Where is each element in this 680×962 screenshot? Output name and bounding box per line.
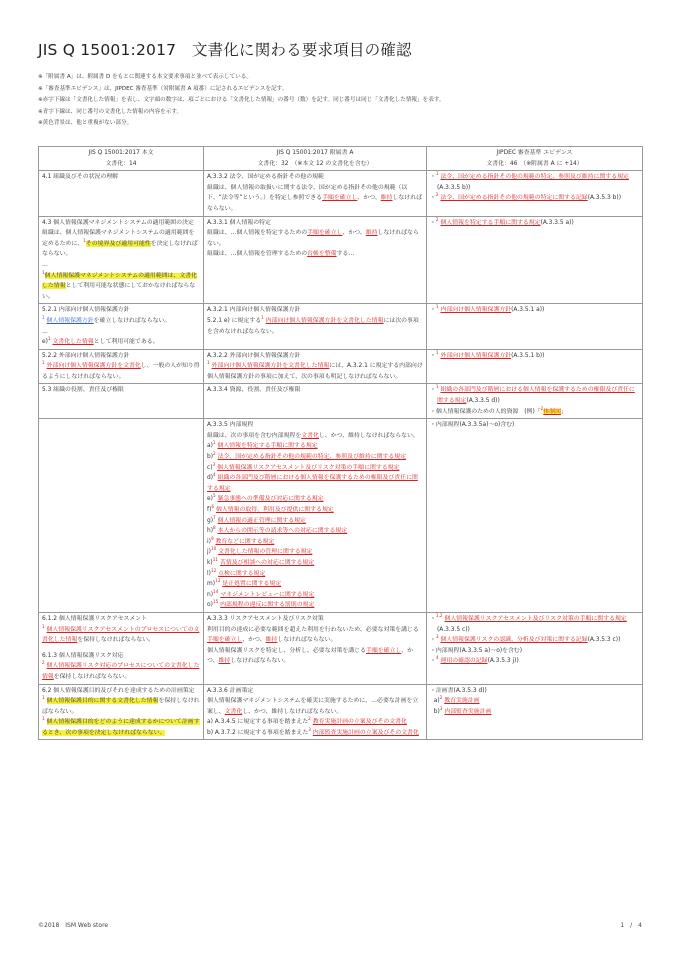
clause-title: A.3.3.6 計画策定 [207, 687, 254, 694]
documented-info: 点検に関する規定 [218, 570, 266, 577]
item-number: 8 [213, 525, 216, 531]
text: e) [42, 339, 48, 346]
item-key: l) [207, 570, 211, 577]
text: を保持しなければならない。 [53, 673, 131, 680]
text-line [207, 646, 423, 667]
cell-jipdec [427, 419, 643, 613]
documented-info: 内部向け個人情報保護方針を文書化した情報 [265, 317, 384, 324]
clause-title: A.3.2.2 外部向け個人情報保護方針 [207, 352, 301, 359]
highlighted-text: 個人情報保護マネジメントシステムの適用範囲は、文書化した情報 [42, 272, 198, 290]
item-number: 12 [210, 567, 217, 573]
documented-info: 文書化 [301, 432, 319, 439]
cell-jipdec [427, 171, 643, 216]
item-number: 1 [212, 440, 216, 446]
clause-title: 5.2.1 内部向け個人情報保護方針 [42, 307, 130, 314]
documented-info: 個人情報保護リスクの認識、分析及び対策に関する記録 [440, 637, 588, 644]
text: 個人情報保護のための人的資源 (例)「 [435, 408, 541, 415]
item-key: n) [207, 591, 214, 598]
documented-info: 維持 [365, 230, 378, 237]
text: 組織は、個人情報保護マネジメントシステムの適用範囲を定めるために、 [42, 230, 195, 247]
cell-jis-body: 4.3 個人情報保護マネジメントシステムの適用範囲の決定 組織は、個人情報保護マネジメントシステムの適用範囲を定めるために、$^1$その境界及び適用可能性を決定しなければならない。 … $^1$個人情報保護マネジメントシステムの適用範囲は、文書化した情報として利用可能な状態にしておかなければならない。 [39, 216, 204, 304]
list-item: ・個人情報保護のための人的資源 (例)「$^2$体制図」 [430, 405, 567, 415]
list-item: ・$^2$ 法令、国が定める指針その他の規範の特定に関する記録(A.3.5.3 b)) [430, 192, 621, 202]
cell-annex-a [204, 171, 427, 216]
text: 組織は、…個人情報を管理するための [207, 251, 308, 258]
text: 内部規程(A.3.3.5a)〜o)含む) [435, 422, 515, 429]
cell-annex-a: A.3.2.2 外部向け個人情報保護方針 $^1$ 外部向け個人情報保護方針を文書化した情報には、A.3.2.1 に規定する内部向け個人情報保護方針の事項に加えて、次の事項も明記しなければならない。 [204, 349, 427, 384]
text-line [207, 696, 423, 717]
text: しなければならない。 [230, 658, 290, 665]
cell-annex-a [204, 684, 427, 740]
text: 」 [560, 408, 567, 415]
item-key: a) [207, 443, 213, 450]
cell-jis-body [39, 384, 204, 419]
header-annex-a [204, 147, 427, 171]
text-line: $^1$ 個人情報保護リスクアセスメントのプロセスについての文書化した情報を保持しなければならない。 [42, 623, 200, 644]
list-item: ・計画書(A.3.5.3 d)) [430, 687, 487, 694]
text-line: $^1$ 個人情報保護目的をどのように達成するかについて計画するとき、次の事項を決定しなければならない。 [42, 716, 200, 736]
clause-title: A.3.3.3 リスクアセスメント及びリスク対策 [207, 615, 324, 622]
cell-jipdec [427, 216, 643, 304]
internal-rule-item [207, 590, 423, 601]
sub-item: a)$^2$ 教育実施計画 [433, 695, 480, 705]
text: かつ、 [363, 195, 381, 202]
cell-jis-body [39, 684, 204, 740]
table-row [39, 171, 643, 216]
internal-rule-item [207, 463, 423, 474]
documented-info: 維持 [265, 637, 278, 644]
reference: (A.3.3.5 b)) [437, 184, 471, 191]
internal-rule-item [207, 547, 423, 558]
cell-annex-a [204, 216, 427, 304]
requirements-table [38, 146, 643, 740]
text: 計画書(A.3.5.3 d)) [435, 687, 487, 694]
sub-item: b)$^3$ 内部監査実施計画 [433, 705, 492, 715]
highlighted-text: 個人情報保護目的をどのように達成するかについて計画するとき、次の事項を決定しなければならない。 [42, 719, 200, 736]
documented-info: 個人情報の適正管理に関する規定 [217, 517, 306, 524]
text-line: $^2$ 個人情報保護リスク対応のプロセスについての文書化した情報を保持しなければならない。 [42, 660, 200, 680]
text: a) [433, 698, 440, 705]
documented-info: 外部向け個人情報保護方針 [440, 352, 512, 359]
clause-title: A.3.3.5 内部規程 [207, 422, 254, 429]
documented-info: 個人情報保護リスクアセスメント及びリスク対策の手順に関する規定 [217, 464, 400, 471]
text: を確立しなければならない。 [93, 317, 171, 324]
internal-rule-item [207, 441, 423, 452]
text: 組織は、…個人情報を特定するための [207, 230, 308, 237]
cell-jipdec [427, 612, 643, 684]
text: を決定しなければならない。 [42, 240, 198, 258]
documented-info: 手順を確立し [307, 230, 343, 237]
text: 内部規程(A.3.3.5 a)〜o)を含む) [435, 647, 523, 654]
cell-annex-a [204, 384, 427, 419]
documented-info: 手順を確立し [365, 647, 402, 654]
reference: (A.3.3.5 c)) [437, 626, 470, 633]
documented-info: 組織の各部門及び階層における個人情報を保護するための権限及び責任に関する規定 [437, 387, 635, 405]
item-key: h) [207, 528, 214, 535]
page-title: JIS Q 15001:2017 文書化に関わる要求項目の確認 [38, 41, 412, 59]
item-key: g) [207, 517, 214, 524]
clause-title: 4.1 組織及びその状況の理解 [42, 174, 119, 181]
documented-info: 内部向け個人情報保護方針 [440, 307, 512, 314]
documented-info: 運用の確認の記録 [440, 658, 488, 665]
documented-info: 文書化した情報 [52, 339, 94, 346]
item-key: j) [207, 549, 211, 556]
cell-annex-a [204, 612, 427, 684]
documented-info: 個人情報の取得、利用及び提供に関する規定 [215, 507, 334, 513]
text: には次の事項を含めなければならない。 [207, 317, 419, 335]
item-number: 10 [210, 546, 217, 552]
documented-info: 個人情報を特定する手順に関する規定 [440, 219, 541, 226]
documented-info: 手順を確立し [207, 637, 243, 644]
text-line: e)$^1$ 文書化した情報として利用可能である。 [42, 336, 159, 346]
clause-title: 4.3 個人情報保護マネジメントシステムの適用範囲の決定 [42, 219, 194, 226]
documented-info: 個人情報保護リスクアセスメントのプロセスについての文書化した情報 [42, 626, 200, 644]
internal-rule-item [207, 569, 423, 580]
reference: (A.3.3.5 d)) [466, 398, 500, 405]
header-jipdec [427, 147, 643, 171]
documented-info: 教育実施計画の立案及びその文書化 [312, 719, 407, 726]
header-line: JIS Q 15001:2017 附属書 A [276, 150, 354, 156]
text: を保持しなければならない。 [42, 698, 200, 715]
reference: (A.3.5.1 b)) [511, 352, 545, 359]
documented-info: 維持 [380, 195, 393, 202]
documented-info: 手順を確立し [322, 195, 358, 202]
text: 、かつ、 [342, 230, 366, 237]
text: し、かつ、維持しなければならない。 [318, 432, 419, 439]
cell-jis-body [39, 171, 204, 216]
cell-jipdec [427, 349, 643, 384]
table-row [39, 304, 643, 349]
clause-title: 6.2 個人情報保護目的及びそれを達成するための計画策定 [42, 687, 195, 694]
header-line: 文書化：46 （※附属書 A に +14） [486, 160, 583, 167]
text: には、A.3.2.1 に規定する内部向け個人情報保護方針の事項に加えて、次の事項も明記しなければならない。 [207, 363, 423, 380]
clause-title: 6.1.3 個人情報保護リスク対応 [42, 652, 124, 659]
note-line: ※黄色背景は、他と重複がない部分。 [38, 120, 133, 127]
notes-block [38, 72, 648, 130]
cell-jipdec [427, 384, 643, 419]
clause-title: 5.2.2 外部向け個人情報保護方針 [42, 352, 130, 359]
documented-info: 台帳を整備 [307, 251, 337, 258]
clause-title: A.3.2.1 内部向け個人情報保護方針 [207, 307, 301, 314]
text-line: a) A.3.4.5 に規定する事項を踏まえた$^2$ 教育実施計画の立案及びその文書化 [207, 716, 407, 726]
note-line: ※「附属書 A」は、附属書 D をもとに関連する本文要求事項と並べて表示している。 [38, 74, 252, 80]
cell-annex-a: A.3.2.1 内部向け個人情報保護方針 5.2.1 e) に規定する$^1$ 内部向け個人情報保護方針を文書化した情報には次の事項を含めなければならない。 [204, 304, 427, 349]
text-line [207, 625, 423, 646]
item-number: 4 [213, 472, 216, 478]
reference: (A.3.5.3 c)) [587, 637, 621, 644]
header-line: JIPDEC 審査基準 エビデンス [496, 150, 573, 156]
footer-page-number: 1 / 4 [620, 922, 642, 929]
documented-info: 個人情報保護リスク対応のプロセスについての文書化した情報 [42, 663, 200, 680]
highlighted-text: 体制図 [543, 408, 561, 415]
text-line: b) A.3.7.2 に規定する事項を踏まえた$^3$ 内部監査実施計画の立案及びその文書化 [207, 726, 419, 736]
text: 規範（以下、“法令等”という。）を特定し参照できる [207, 184, 408, 202]
item-key: b) [207, 454, 214, 461]
text: する… [336, 251, 355, 258]
text: 利用目的の達成に必要な範囲を超えた利用を行わないため、必要な対策を講じる [207, 626, 419, 633]
table-row [39, 684, 643, 740]
list-item: ・$^1$ 内部向け個人情報保護方針(A.3.5.1 a)) [430, 304, 545, 314]
item-key: f) [207, 507, 212, 513]
cell-jis-body: 5.2.2 外部向け個人情報保護方針 $^1$ 外部向け個人情報保護方針を文書化し、一般の人が知り得るようにしなければならない。 [39, 349, 204, 384]
item-number: 2 [213, 451, 216, 457]
item-key: d) [207, 475, 214, 482]
documented-info: 内部規程の違反に関する罰則の規定 [220, 602, 315, 609]
reference: (A.3.5.1 a)) [511, 307, 545, 314]
note-line: ※赤字下線は「文書化した情報」を表し、文字頭の数字は、項ごとにおける「文書化した情報」の番号（数）を記す。同じ番号は同じ「文書化した情報」を表す。 [38, 97, 445, 104]
documented-info: 本人からの開示等の請求等への対応に関する規定 [217, 528, 348, 535]
clause-title: 6.1.2 個人情報保護リスクアセスメント [42, 615, 148, 622]
documented-info: 維持 [218, 658, 231, 665]
documented-info: 組織の各部門及び階層における個人情報を保護するための権限及び責任に関する規定 [207, 475, 418, 492]
text-line: $^1$ 個人情報保護目的に関する文書化した情報を保持しなければならない。 [42, 695, 200, 715]
documented-info: 是正処置に関する規定 [222, 581, 282, 588]
documented-info: 外部向け個人情報保護方針を文書化 [46, 363, 141, 370]
internal-rule-item [207, 537, 423, 548]
text-line [207, 228, 423, 249]
internal-rules-list [207, 441, 423, 611]
internal-rule-item [207, 505, 423, 516]
item-key: m) [207, 581, 216, 588]
documented-info: 法令、国が定める指針その他の規範の特定、参照及び維持に関する規定 [217, 454, 407, 461]
text: b) [433, 708, 440, 715]
cell-jis-body [39, 419, 204, 613]
table-row [39, 384, 643, 419]
list-item: ・$^{1,2}$ 個人情報保護リスクアセスメント及びリスク対策の手順に関する規定(A.3.3.5 c)) [430, 612, 627, 633]
documented-info: 個人情報保護リスクアセスメント及びリスク対策の手順に関する規定 [444, 615, 627, 622]
documented-info: 個人情報を特定する手順に関する規定 [217, 443, 318, 450]
text: 個人情報保護リスクを特定し、分析し、必要な対策を講じる [207, 647, 366, 654]
text: 個人情報保護マネジメントシステムを確実に実施するために、…必要な計画を立案し、 [207, 698, 419, 715]
ellipsis: … [42, 328, 48, 335]
text: として利用可能である。 [93, 339, 159, 346]
highlighted-text: その境界及び適用可能性 [85, 240, 151, 247]
text: 、 [357, 195, 364, 202]
internal-rule-item [207, 452, 423, 463]
text: 5.2.1 e) に規定する [207, 317, 262, 324]
internal-rule-item [207, 473, 423, 494]
clause-title: A.3.3.1 個人情報の特定 [207, 219, 271, 226]
documented-info: 緊急事態への準備及び対応に関する規定 [217, 496, 324, 503]
cell-jipdec [427, 304, 643, 349]
cell-jis-body [39, 612, 204, 684]
list-item: ・$^1$ 法令、国が定める指針その他の規範の特定、参照及び維持に関する規定(A.3.3.5 b)) [430, 171, 629, 191]
text: しなければならない。 [207, 230, 419, 247]
table-row [39, 612, 643, 684]
reference: (A.3.5.3 j)) [487, 658, 519, 665]
note-line: ※「審査基準エビデンス」は、JIPDEC 審査基準（対附属書 A 項番）に記されるエビデンスを記す。 [38, 85, 288, 92]
list-item: ・$^1$ 外部向け個人情報保護方針(A.3.5.1 b)) [430, 349, 545, 359]
item-number: 9 [210, 535, 214, 541]
clause-title: A.3.3.2 法令、国が定める指針その他の規範 [207, 174, 324, 181]
ellipsis: … [42, 261, 48, 268]
header-line: 文書化：32 （※本文 12 の文書化を含む） [257, 160, 373, 167]
referenced-info: 個人情報保護方針 [46, 317, 94, 324]
clause-title: 5.3 組織の役割、責任及び権限 [42, 387, 124, 394]
highlighted-text: 個人情報保護目的に関する文書化した情報 [46, 698, 159, 705]
item-key: o) [207, 602, 213, 609]
item-key: e) [207, 496, 213, 503]
note-line: ※青字下線は、同じ番号の文書化した情報の内容を示す。 [38, 108, 183, 115]
internal-rule-item [207, 516, 423, 527]
item-number: 6 [211, 504, 215, 510]
internal-rule-item [207, 600, 423, 611]
text-line: $^1$ 個人情報保護方針を確立しなければならない。 [42, 314, 171, 324]
documented-info: マネジメントレビューに関する規定 [220, 591, 315, 598]
text: 、かつ、 [242, 637, 266, 644]
list-item: ・$^3$ 個人情報保護リスクの認識、分析及び対策に関する記録(A.3.5.3 c)) [430, 634, 621, 644]
documented-info: 文書化した情報の管理に関する規定 [218, 549, 313, 556]
internal-rule-item [207, 494, 423, 505]
footer-copyright: ©2018 ISM Web store [38, 922, 109, 929]
item-key: c) [207, 464, 213, 471]
text: しなければならない。 [207, 195, 422, 212]
documented-info: 内部監査実施計画 [444, 708, 492, 715]
reference: (A.3.3.5 a)) [540, 219, 574, 226]
documented-info: 外部向け個人情報保護方針を文書化した情報 [211, 363, 330, 370]
header-line: 文書化：14 [105, 160, 137, 167]
documented-info: 法令、国が定める指針その他の規範の特定、参照及び維持に関する規定 [440, 174, 629, 181]
documented-info: 内部監査実施計画の立案及びその文書化 [312, 729, 419, 736]
item-number: 14 [213, 588, 219, 594]
list-item: ・$^2$ 個人情報を特定する手順に関する規定(A.3.3.5 a)) [430, 216, 574, 226]
text: し、一般の人が知り得るようにしなければならない。 [42, 363, 200, 380]
internal-rule-item [207, 579, 423, 590]
list-item: ・$^4$ 運用の確認の記録(A.3.5.3 j)) [430, 655, 519, 665]
item-key: i) [207, 538, 211, 545]
internal-rule-item [207, 558, 423, 569]
text: b) A.3.7.2 に規定する事項を踏まえた [207, 729, 309, 736]
table-row [39, 216, 643, 304]
text: を保持しなければならない。 [77, 637, 154, 644]
header-line: JIS Q 15001:2017 本文 [88, 150, 154, 156]
cell-jis-body [39, 304, 204, 349]
list-item: ・内部規程(A.3.3.5a)〜o)含む) [430, 422, 515, 429]
table-row [39, 419, 643, 613]
item-number: 13 [215, 578, 221, 584]
internal-rule-item [207, 526, 423, 537]
documented-info: 教育などに関する規定 [215, 538, 275, 545]
cell-annex-a [204, 419, 427, 613]
text: 、かつ、 [207, 647, 414, 665]
item-number: 3 [212, 461, 216, 467]
text: a) A.3.4.5 に規定する事項を踏まえた [207, 719, 309, 726]
item-number: 15 [212, 599, 219, 605]
clause-title: A.3.3.4 資源、役割、責任及び権限 [207, 387, 301, 394]
list-item: ・内部規程(A.3.3.5 a)〜o)を含む) [430, 647, 523, 654]
reference: (A.3.5.3 b)) [587, 195, 621, 202]
text: し、かつ、維持しなければならない。 [242, 708, 343, 715]
item-number: 7 [213, 514, 216, 520]
table-row [39, 349, 643, 384]
item-number: 11 [212, 557, 219, 562]
documented-info: 教育実施計画 [444, 698, 480, 705]
text: 組織は、次の事項を含む内部規程を [207, 432, 302, 439]
header-jis-body [39, 147, 204, 171]
documented-info: 法令、国が定める指針その他の規範の特定に関する記録 [440, 195, 588, 202]
documented-info: 文書化 [224, 708, 243, 715]
cell-jipdec [427, 684, 643, 740]
text-line [207, 249, 423, 260]
text: 組織は、個人情報の取扱いに関する法令、国が定める指針その他の [207, 184, 384, 191]
item-key: k) [207, 559, 213, 566]
list-item: ・$^1$ 組織の各部門及び階層における個人情報を保護するための権限及び責任に関する規定(A.3.3.5 d)) [430, 384, 635, 405]
text: しなければならない。 [277, 637, 337, 644]
documented-info: 苦情及び相談への対応に関する規定 [219, 559, 315, 566]
text: として利用可能な状態にしておかなければならない。 [42, 283, 196, 300]
table-header-row [39, 147, 643, 171]
item-number: 5 [212, 493, 216, 499]
